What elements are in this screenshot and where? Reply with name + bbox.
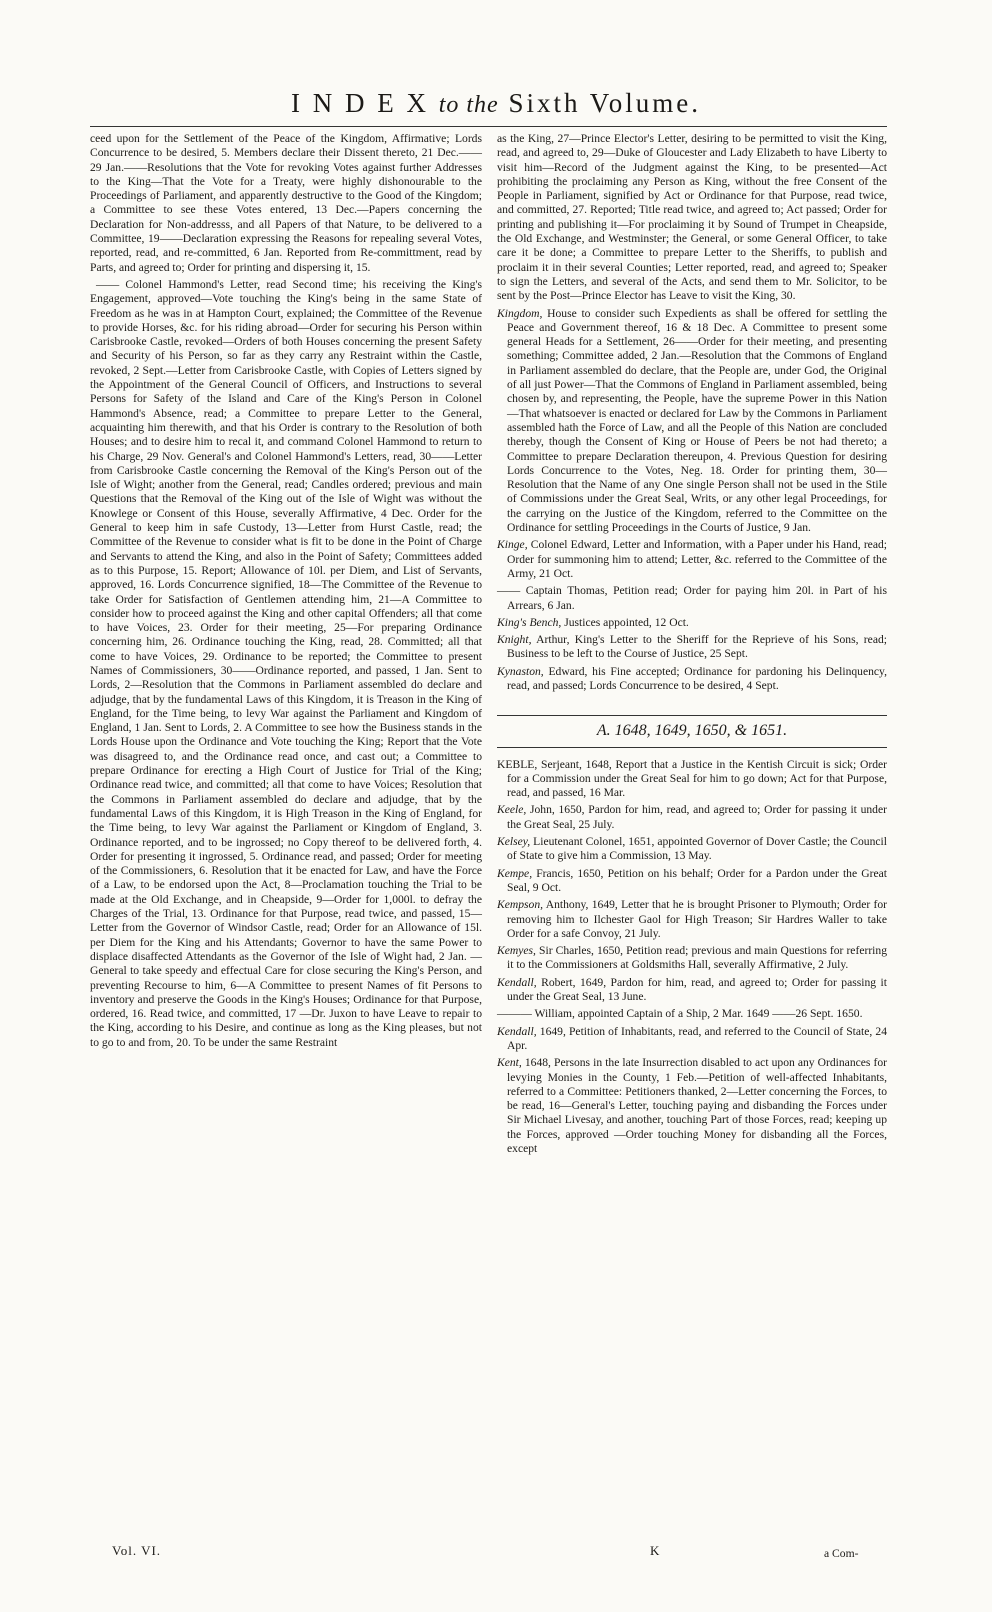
entry-text: 1649, Petition of Inhabitants, read, and referred to the Council of State, 24 Apr. <box>507 1024 887 1052</box>
index-entry <box>497 867 887 896</box>
right-paragraph-continued: as the King, 27—Prince Elector's Letter, desiring to be permitted to visit the King, read, and agreed to, 29—Duke of Gloucester and Lady Elizabeth to have Liberty to visit him—Record of the Judgment against the King, to be presented—Act prohibiting the proclaiming any Person as King, without the free Consent of the People in Parliament, signified by Act or Ordinance for that Purpose, read twice, and committed, 27. Reported; Title read twice, and agreed to; Act passed; Order for printing and publishing it—For proclaiming it by Sound of Trumpet in Cheapside, the Old Exchange, and Westminster; the General, or some General Officer, to take care it be done; a Committee to prepare Letter to the Sheriffs, to publish and proclaim it in their several Counties; Letter reported, read, and agreed to; Speaker to sign the Letters, and several of the Acts, and send them to Mr. Solicitor, to be sent by the Post—Prince Elector has Leave to visit the King, 30. <box>497 132 887 303</box>
entry-text: Edward, his Fine accepted; Ordinance for pardoning his Delinquency, read, and passed; Lords Concurrence to be desired, 4 Sept. <box>507 664 887 692</box>
entry-text: Colonel Edward, Letter and Information, with a Paper under his Hand, read; Order for summoning him to attend; Letter, &c. referred to the Committee of the Army, 21 Oct. <box>507 538 887 580</box>
title-volume: Sixth Volume. <box>508 88 702 118</box>
entry-term: Kingdom, <box>497 306 543 320</box>
title-main: I N D E X <box>290 88 429 118</box>
index-entry <box>497 898 887 941</box>
entry-text: Robert, 1649, Pardon for him, read, and agreed to; Order for passing it under the Great Seal, 13 June. <box>507 975 887 1004</box>
right-column <box>497 132 887 1159</box>
index-entry <box>497 1025 887 1054</box>
index-entry <box>497 616 887 630</box>
entry-term: King's Bench, <box>497 615 562 629</box>
entry-text: Anthony, 1649, Letter that he is brought Prisoner to Plymouth; Order for removing him to Ilchester Gaol for High Treason; Sir Hardres Waller to take Order for a safe Convoy, 21 July. <box>507 898 888 940</box>
index-entry <box>497 944 887 973</box>
index-entry <box>497 1007 887 1021</box>
left-column <box>90 132 482 1053</box>
index-entry <box>497 584 887 613</box>
catchword: a Com- <box>824 1547 859 1560</box>
entry-term: Knight, <box>497 633 532 647</box>
index-entry <box>497 307 887 536</box>
entry-text: Justices appointed, 12 Oct. <box>564 615 689 629</box>
entry-text: Sir Charles, 1650, Petition read; previous and main Questions for referring it to the Commissioners at Goldsmiths Hall, severally Affirmative, 2 July. <box>507 944 887 972</box>
index-entry <box>497 1056 887 1156</box>
entry-term: —— <box>497 584 521 598</box>
entry-term: Kelsey, <box>497 835 531 849</box>
entry-term: Kynaston, <box>497 664 544 678</box>
index-entry <box>497 665 887 694</box>
entry-term: Kempson, <box>497 898 544 912</box>
entry-text: William, appointed Captain of a Ship, 2 Mar. 1649 ——26 Sept. 1650. <box>534 1007 863 1021</box>
entry-text: Francis, 1650, Petition on his behalf; Order for a Pardon under the Great Seal, 9 Oct. <box>507 866 887 894</box>
entry-text: 1648, Persons in the late Insurrection disabled to act upon any Ordinances for levying Monies in the County, 1 Feb.—Petition of well-affected Inhabitants, referred to a Committee: Petitioners thanked, 2—Letter concerning the Forces, to be read, 16—General's Letter, touching paying and disbanding the Forces under Sir Michael Livesay, and another, touching Part of those Forces, read; keeping up the Forces, approved —Order touching Money for disbanding all the Forces, except <box>507 1056 887 1155</box>
entry-text: House to consider such Expedients as shall be offered for settling the Peace and Government thereof, 16 & 18 Dec. A Committee to present some general Heads for a Settlement, 26——Order for their meeting, and presenting something; Committee added, 2 Jan.—Resolution that the Commons of England in Parliament assembled do declare, that the People are, under God, the Original of all just Power—That the Commons of England in Parliament assembled, being chosen by, and representing, the People, have the supreme Power in this Nation—That whatsoever is enacted or declared for Law by the Commons in Parliament assembled hath the Force of Law, and all the People of this Nation are concluded thereby, though the Consent of King or House of Peers be not had thereto; a Committee to prepare Declaration thereupon, 4. Previous Question for desiring Lords Concurrence to the Votes, Neg. 18. Order for printing them, 30—Resolution that the Name of any One single Person shall not be used in the Stile of Commissions under the Great Seal, Writs, or any other legal Proceedings, for the carrying on the Justice of the Kingdom, referred to the Committee on the Ordinance for settling Proceedings in the Courts of Justice, 9 Jan. <box>507 306 887 535</box>
index-entry <box>497 758 887 801</box>
left-paragraph-2: —— Colonel Hammond's Letter, read Second time; his receiving the King's Engagement, approved—Vote touching the King's being in the same State of Freedom as he was in at Hampton Court, explained; the Committee of the Revenue to provide Horses, &c. for his riding abroad—Order for securing his Person within Carisbrooke Castle, revoked—Orders of both Houses concerning the present Safety and Security of his Person, so far as they carry any Restraint within the Castle, revoked, 2 Sept.—Letter from Carisbrooke Castle, with Copies of Letters signed by the Appointment of the General Council of Officers, and Instructions to several Persons for Safety of the Island and Care of the King's Person in Colonel Hammond's Absence, read; a Committee to prepare Letter to the General, acquainting him therewith, and that his Order is contrary to the Resolution of both Houses; and to desire him to recal it, and command Colonel Hammond to return to his Charge, 29 Nov. General's and Colonel Hammond's Letters, read, 30——Letter from Carisbrooke Castle concerning the Removal of the King's Person out of the Isle of Wight; another from the General, read; Candles ordered; previous and main Questions that the Removal of the King out of the Isle of Wight was without the Knowlege or Consent of this House, severally Affirmative, 4 Dec. Order for the General to keep him in safe Custody, 13—Letter from Hurst Castle, read; the Committee of the Revenue to consider what is fit to be done in the Point of Charge and Servants to attend the King, and also in the Point of Safety; Committees added as to this Purpose, 15. Report; Allowance of 10l. per Diem, and List of Servants, approved, 16. Lords Concurrence signified, 18—The Committee of the Revenue to take Order for Satisfaction of Gentlemen attending him, 21—A Committee to consider how to proceed against the King and other capital Offenders; all that come to have Voices, 23. Order for their meeting, 25—For preparing Ordinance concerning him, 26. Ordinance touching the King, read, 28. Committed; all that come to have Voices, 29. Ordinance to be reported; the Committee to present Names of Commissioners, 30——Ordinance reported, and passed, 1 Jan. Sent to Lords, 2—Resolution that the Commons in Parliament assembled do declare and adjudge, that by the fundamental Laws of this Kingdom, it is Treason in the King of England, for the Time being, to levy War against the Parliament and Kingdom of England, 1 Jan. Sent to Lords, 2. A Committee to see how the Business stands in the Lords House upon the Ordinance and Vote touching the King; Report that the Vote was disagreed to, and the Ordinance read once, and cast out; a Committee to prepare Ordinance for erecting a High Court of Justice for Trial of the King; Ordinance read twice, and committed; all that come to have Voices; Resolution that the Commons in Parliament assembled do declare and adjudge, that by the fundamental Laws of this Kingdom, it is High Treason in the King of England, for the Time being, to levy War against the Parliament or Kingdom of England, 3. Ordinance reported, and to be ingrossed; no Copy thereof to be delivered forth, 4. Order for presenting it ingrossed, 5. Ordinance read, and passed; Order for meeting of the Commissioners, 6. Resolution that it be enacted for Law, and have the Force of a Law, to be endorsed upon the Act, 8—Proclamation touching the Trial to be made at the Old Exchange, and in Cheapside, 9—Order for 1,000l. to defray the Charges of the Trial, 13. Ordinance for that Purpose, read twice, and passed, 15—Letter from the Governor of Windsor Castle, read; Order for an Allowance of 15l. per Diem for the King and his Attendants; Governor to have the same Power to displace disaffected Attendants as the Governor of the Isle of Wight had, 2 Jan. —General to take speedy and effectual Care for close securing the King's Person, and preventing Recourse to him, 6—A Committee to present Names of fit Persons to inventory and preserve the Goods in the King's Houses; Ordinance for that Purpose, ordered, 16. Read twice, and committed, 17 —Dr. Juxon to have Leave to repair to the King, according to his Desire, and continue as long as the King pleases, but not to go to and from, 20. To be under the same Restraint <box>90 277 482 1049</box>
entry-term: KEBLE, <box>497 757 538 771</box>
index-entry <box>497 538 887 581</box>
entry-text: Captain Thomas, Petition read; Order for paying him 20l. in Part of his Arrears, 6 Jan. <box>507 584 887 612</box>
header-rule <box>90 126 887 127</box>
entry-text: John, 1650, Pardon for him, read, and agreed to; Order for passing it under the Great Seal, 25 July. <box>507 803 887 831</box>
entry-term: Keele, <box>497 803 527 817</box>
entry-term: Kempe, <box>497 866 533 880</box>
entry-text: Lieutenant Colonel, 1651, appointed Governor of Dover Castle; the Council of State to give him a Commission, 13 May. <box>507 835 887 863</box>
volume-marker: Vol. VI. <box>112 1543 162 1558</box>
signature-mark: K <box>650 1543 660 1558</box>
section-heading: A. 1648, 1649, 1650, & 1651. <box>497 715 887 747</box>
entry-term: ——— <box>497 1007 532 1021</box>
index-entry <box>497 835 887 864</box>
index-entry <box>497 976 887 1005</box>
entry-term: Kent, <box>497 1056 522 1070</box>
entry-term: Kemyes, <box>497 944 536 958</box>
entry-text: Serjeant, 1648, Report that a Justice in the Kentish Circuit is sick; Order for a Commission under the Great Seal for him to go down; Act for that Purpose, read, and passed, 16 Mar. <box>507 757 887 800</box>
index-entry <box>497 803 887 832</box>
entry-term: Kendall, <box>497 1024 537 1038</box>
page-header <box>0 88 992 119</box>
entry-term: Kinge, <box>497 538 528 552</box>
entry-text: Arthur, King's Letter to the Sheriff for the Reprieve of his Sons, read; Business to be left to the Course of Justice, 25 Sept. <box>507 633 887 661</box>
title-to: to the <box>438 92 499 118</box>
left-paragraph-1: ceed upon for the Settlement of the Peace of the Kingdom, Affirmative; Lords Concurrence to be desired, 5. Members declare their Dissent thereto, 21 Dec.——29 Jan.——Resolutions that the Vote for revoking Votes against further Addresses to the King—That the Vote for a Treaty, were highly dishonourable to the Proceedings of Parliament, and apparently destructive to the Good of the Kingdom; a Committee to see these Votes entered, 13 Dec.—Papers concerning the Declaration for Non-addresss, and all Papers of that Nature, to be delivered to a Committee, 19——Declaration expressing the Reasons for repealing several Votes, reported, read, and re-committed, 6 Jan. Reported from Re-committment, read by Parts, and agreed to; Order for printing and dispersing it, 15. <box>90 132 482 274</box>
index-entry <box>497 633 887 662</box>
entry-term: Kendall, <box>497 975 537 989</box>
